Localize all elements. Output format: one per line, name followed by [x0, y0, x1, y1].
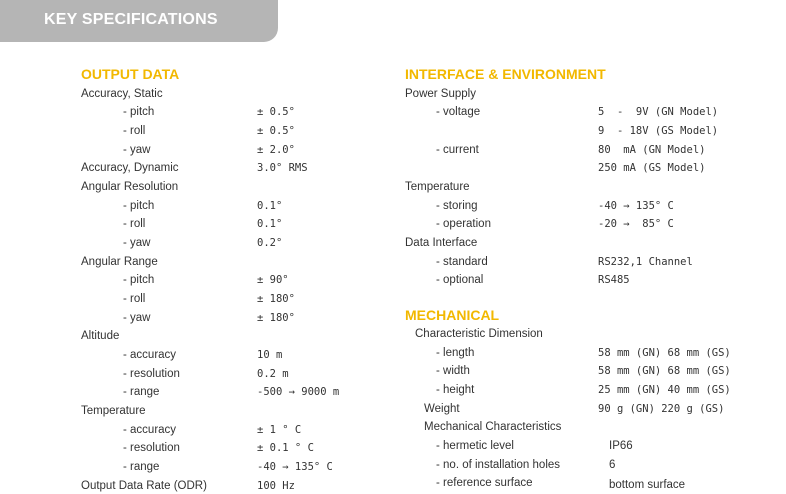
spec-label: - storing [436, 200, 478, 212]
spec-label: - hermetic level [436, 440, 514, 452]
spec-label: Angular Range [81, 256, 158, 268]
spec-label: - width [436, 365, 470, 377]
spec-label: - reference surface [436, 477, 533, 489]
spec-label: - current [436, 144, 479, 156]
spec-value: ± 90° [257, 274, 289, 286]
spec-value: 6 [609, 459, 616, 471]
spec-value: ± 0.5° [257, 125, 295, 137]
spec-label: Angular Resolution [81, 181, 179, 193]
spec-label: Output Data Rate (ODR) [81, 480, 207, 492]
spec-value: 80 mA (GN Model) [598, 144, 706, 156]
spec-label: Data Interface [405, 237, 478, 249]
spec-label: Temperature [81, 405, 146, 417]
spec-value: ± 180° [257, 312, 295, 324]
spec-label: Accuracy, Dynamic [81, 162, 179, 174]
spec-value: ± 2.0° [257, 144, 295, 156]
spec-label: - accuracy [123, 424, 177, 436]
spec-label: - roll [123, 125, 146, 137]
spec-value: 0.2° [257, 237, 283, 249]
spec-label: Accuracy, Static [81, 88, 163, 100]
spec-label: - length [436, 347, 475, 359]
spec-value: 0.1° [257, 200, 283, 212]
spec-value: 58 mm (GN) 68 mm (GS) [598, 365, 731, 377]
spec-label: - resolution [123, 442, 180, 454]
spec-value: -500 → 9000 m [257, 386, 340, 398]
spec-label: - standard [436, 256, 488, 268]
spec-label: Mechanical Characteristics [424, 421, 562, 433]
spec-value: 0.2 m [257, 368, 289, 380]
spec-label: - roll [123, 293, 146, 305]
spec-label: - pitch [123, 274, 155, 286]
spec-value: 0.1° [257, 218, 283, 230]
spec-value: 5 - 9V (GN Model) [598, 106, 719, 118]
spec-label: Power Supply [405, 88, 476, 100]
section-heading-mechanical: MECHANICAL [405, 307, 500, 323]
spec-value: 100 Hz [257, 480, 295, 492]
spec-value: 9 - 18V (GS Model) [598, 125, 719, 137]
spec-value: 58 mm (GN) 68 mm (GS) [598, 347, 731, 359]
spec-label: Characteristic Dimension [415, 328, 543, 340]
spec-label: - pitch [123, 106, 155, 118]
spec-value: IP66 [609, 440, 633, 452]
spec-label: Weight [424, 403, 460, 415]
spec-label: - yaw [123, 237, 151, 249]
spec-value: bottom surface [609, 479, 686, 491]
spec-value: RS485 [598, 274, 630, 286]
spec-value: ± 0.5° [257, 106, 295, 118]
spec-value: -40 → 135° C [598, 200, 674, 212]
page-title: KEY SPECIFICATIONS [44, 11, 218, 28]
spec-label: - operation [436, 218, 491, 230]
spec-label: - resolution [123, 368, 180, 380]
spec-value: 25 mm (GN) 40 mm (GS) [598, 384, 731, 396]
spec-value: ± 180° [257, 293, 295, 305]
spec-label: Temperature [405, 181, 470, 193]
spec-label: - no. of installation holes [436, 459, 561, 471]
spec-value: 250 mA (GS Model) [598, 162, 706, 174]
spec-value: -40 → 135° C [257, 461, 333, 473]
spec-label: Altitude [81, 330, 120, 342]
spec-value: 10 m [257, 349, 283, 361]
spec-value: RS232,1 Channel [598, 256, 693, 268]
spec-label: - yaw [123, 144, 151, 156]
section-heading-interface: INTERFACE & ENVIRONMENT [405, 66, 606, 82]
spec-label: - range [123, 386, 160, 398]
spec-value: 90 g (GN) 220 g (GS) [598, 403, 725, 415]
spec-label: - pitch [123, 200, 155, 212]
spec-value: ± 1 ° C [257, 424, 302, 436]
spec-label: - roll [123, 218, 146, 230]
section-heading-output-data: OUTPUT DATA [81, 66, 180, 82]
spec-label: - accuracy [123, 349, 177, 361]
spec-label: - optional [436, 274, 484, 286]
spec-label: - voltage [436, 106, 481, 118]
spec-label: - height [436, 384, 475, 396]
spec-label: - yaw [123, 312, 151, 324]
spec-label: - range [123, 461, 160, 473]
spec-value: -20 → 85° C [598, 218, 674, 230]
spec-value: 3.0° RMS [257, 162, 308, 174]
spec-value: ± 0.1 ° C [257, 442, 314, 454]
